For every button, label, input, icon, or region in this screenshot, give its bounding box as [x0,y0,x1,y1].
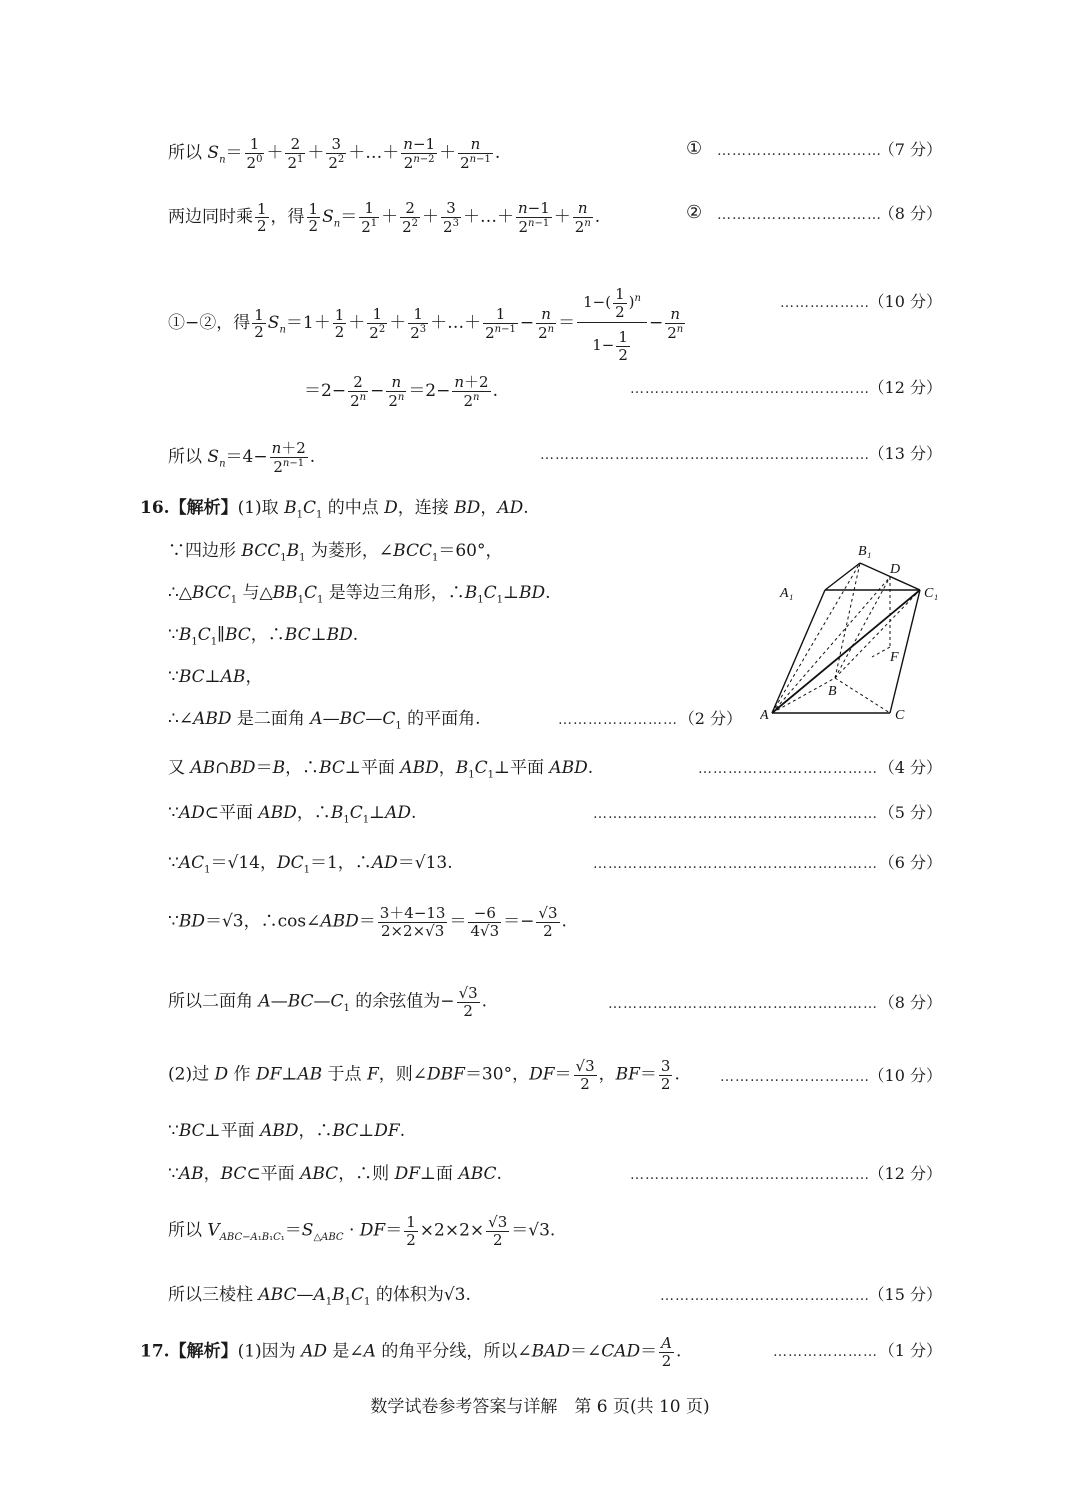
eq-line-4 [168,374,942,408]
leader-dots: …………………………… [717,143,882,159]
edge-aa1 [772,590,825,713]
eq-line-3 [168,262,942,364]
segment-f-ab [872,647,890,657]
score-label: （8 分） [878,993,942,1012]
page-footer: 数学试卷参考答案与详解 第 6 页(共 10 页) [370,1397,710,1417]
eq-line-5 [168,440,942,474]
q16-line-rhombus: ∵四边形 $BCC_1B_1$ 为菱形，$\angle BCC_1=60^\circ$， [168,541,503,564]
circled-two: ② [686,202,703,223]
label-B1: B₁ [858,544,872,559]
prism-figure [760,535,950,730]
q16-line-parallel: $\because B_1C_1\parallel BC$，∴BC⊥BD. [168,625,359,648]
leader-dots: ………………………………………………………… [540,447,870,463]
score-label: （8 分） [878,204,942,223]
eq-sn-definition: 所以 $S_n=$ $\frac{1}{2^0}$ ＋ $\frac{2}{2^1}$ ＋ $\frac{3}{2^2}$ ＋…＋ $\frac{n-1}{2^{n-2}}$ ＋ $\frac{n}{2^{n-1}}$ . [168,135,501,172]
eq-line-2 [168,199,942,236]
q16-line-cos-result: 所以二面角 $A—BC—C_1$ 的余弦值为− $\frac{√3}{2}$ . ……………………………………………… （8 分） [168,984,942,1020]
leader-dots: ……………………………… [698,761,878,777]
leader-dots: ………………………… [720,1069,870,1085]
leader-dots: …………………………… [717,207,882,223]
score-label: （6 分） [878,853,942,872]
score-label: （12 分） [868,378,942,397]
score-label: （5 分） [878,803,942,822]
q16-line-bc-ab: ∵BC⊥AB， [168,667,263,687]
eq-simplify: ＝2− $\frac{2}{2^n}$ − $\frac{n}{2^n}$ ＝2− $\frac{n+2}{2^n}$ . [304,373,498,410]
score-label: （10 分） [868,292,942,311]
segment-bc1 [835,590,920,678]
circled-one: ① [686,138,703,159]
leader-dots: ………………………………………… [630,381,870,397]
segment-bc [835,678,890,713]
q16-line-bc-df: ∵BC⊥平面 ABD，∴BC⊥DF. [168,1121,406,1141]
q16-line-equilateral: $\therefore\triangle BCC_1$ 与$\triangle BB_1C_1$ 是等边三角形，$\therefore B_1C_1\perp BD$. [168,583,551,606]
leader-dots: ……………… [780,295,870,311]
leader-dots: ………………………………………………… [593,856,878,872]
score-label: （7 分） [878,140,942,159]
label-C: C [895,708,905,723]
leader-dots: …………………… [558,712,678,728]
score-label: （12 分） [868,1164,942,1183]
score-label: （13 分） [868,444,942,463]
label-C1: C₁ [924,586,939,601]
eq-half-sn: 两边同时乘 $\frac{1}{2}$ ，得 $\frac{1}{2}$ $S_n=$ $\frac{1}{2^1}$ ＋ $\frac{2}{2^2}$ ＋ $\frac{3}{2^3}$ ＋…＋ $\frac{n-1}{2^{n-1}}$ ＋ $\frac{n}{2^n}$ . [168,199,601,236]
score-label: （2 分） [678,709,742,728]
q16-line-cos: ∵BD＝√3，∴cos∠ABD＝ $\frac{3+4-13}{2\times 2\times√3}$ ＝ $\frac{-6}{4√3}$ ＝− $\frac{√3}{2}$ . [168,904,567,940]
eq-sn-result: 所以 $S_n=4-$ $\frac{n+2}{2^{n-1}}$ . [168,439,316,476]
label-F: F [890,650,899,665]
eq-line-1 [168,135,942,172]
q16-part2-line: (2)过 D 作 DF⊥AB 于点 F，则∠DBF＝30°，DF＝ $\frac{√3}{2}$ ，BF＝ $\frac{3}{2}$ . ………………………… （10 分） [168,1057,942,1093]
score-label: （4 分） [878,758,942,777]
q17-line: 17.【解析】(1)因为 AD 是∠A 的角平分线，所以∠BAD＝∠CAD＝ $\frac{A}{2}$ . ………………… （1 分） [140,1334,942,1370]
label-A: A [760,708,769,723]
score-label: （10 分） [868,1066,942,1085]
label-D: D [890,562,901,577]
score-label: （1 分） [878,1341,942,1360]
leader-dots: ………………………………………………… [593,806,878,822]
leader-dots: ………………… [773,1344,878,1360]
q16-header: 16.【解析】(1)取 $B_1C_1$ 的中点 D，连接 BD，AD. [140,498,529,521]
leader-dots: ……………………………………………… [608,996,878,1012]
leader-dots: …………………………………… [660,1288,870,1304]
segment-ab [772,678,835,713]
q16-line-volume: 所以 $V_{ABC-A_1B_1C_1}=S_{\triangle ABC} \cdot DF=$ $\frac{1}{2}$ ×2×2× $\frac{√3}{2}$ ＝√3. [168,1213,556,1249]
edge-a1b1 [825,563,860,590]
label-A1: A₁ [780,586,794,601]
eq-subtract: ①−②，得 $\frac{1}{2}$ $S_n=1+$ $\frac{1}{2}$ ＋ $\frac{1}{2^2}$ ＋ $\frac{1}{2^3}$ ＋…＋ $\frac{1}{2^{n-1}}$ − $\frac{n}{2^n}$ ＝ 1−( $\frac{1}{2}$ )$^n$ 1− $\frac{1}{2}$ − $\frac{n}{2^n}$ [168,285,684,364]
leader-dots: ………………………………………… [630,1167,870,1183]
score-label: （15 分） [868,1285,942,1304]
label-B: B [828,684,837,699]
